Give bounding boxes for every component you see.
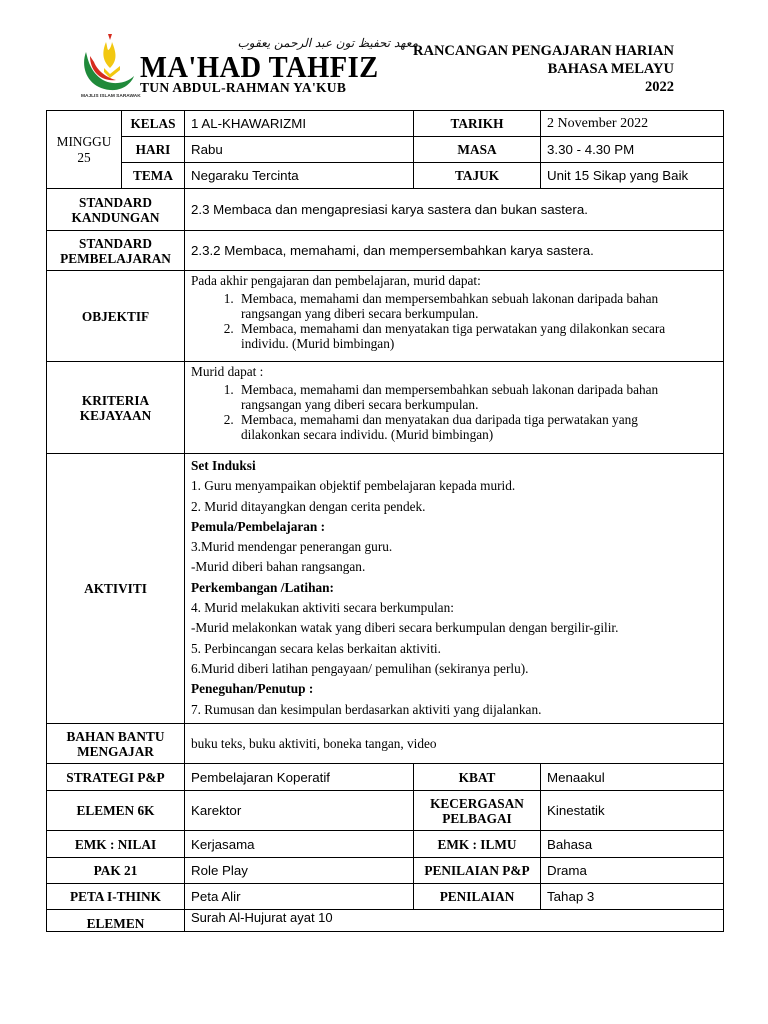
masa-value: 3.30 - 4.30 PM xyxy=(541,137,724,163)
list-item xyxy=(237,412,717,442)
aktiviti-label: AKTIVITI xyxy=(47,454,185,724)
standard-pembelajaran-label-line1: STANDARD xyxy=(79,235,152,251)
pak21-row xyxy=(47,858,724,884)
standard-kandungan-label-line2: KANDUNGAN xyxy=(71,209,160,225)
minggu-cell xyxy=(47,111,122,189)
standard-kandungan-value: 2.3 Membaca dan mengapresiasi karya sastera dan bukan sastera. xyxy=(185,189,724,231)
kelas-label: KELAS xyxy=(122,111,185,137)
objektif-item-1-line1: Membaca, memahami dan mempersembahkan sebuah lakonan daripada bahan xyxy=(241,291,659,306)
council-name: MAJLIS ISLAM SARAWAK xyxy=(81,94,141,99)
aktiviti-line-3: 3.Murid mendengar penerangan guru. xyxy=(191,539,393,555)
aktiviti-heading-perkembangan: Perkembangan /Latihan: xyxy=(191,579,334,595)
standard-kandungan-label-line1: STANDARD xyxy=(79,194,152,210)
emk-nilai-label: EMK : NILAI xyxy=(47,831,185,858)
aktiviti-heading-set-induksi: Set Induksi xyxy=(191,458,256,473)
tarikh-value: 2 November 2022 xyxy=(541,111,724,137)
kelas-value: 1 AL-KHAWARIZMI xyxy=(185,111,414,137)
emk-row xyxy=(47,831,724,858)
hari-label: HARI xyxy=(122,137,185,163)
title-line-2: BAHASA MELAYU xyxy=(547,61,674,77)
minggu-value: 25 xyxy=(77,149,91,165)
kriteria-label-line1: KRITERIA xyxy=(81,392,150,408)
tarikh-label: TARIKH xyxy=(414,111,541,137)
pak21-label: PAK 21 xyxy=(47,858,185,884)
minggu-label: MINGGU xyxy=(56,133,112,149)
info-row-kelas xyxy=(47,111,724,137)
standard-pembelajaran-label-line2: PEMBELAJARAN xyxy=(60,250,171,266)
kriteria-label-line2: KEJAYAAN xyxy=(79,407,152,423)
peta-value: Peta Alir xyxy=(185,884,414,910)
penilaian-label: PENILAIAN xyxy=(414,884,541,910)
bahan-row xyxy=(47,724,724,764)
kriteria-intro: Murid dapat : xyxy=(191,364,264,379)
standard-kandungan-label xyxy=(47,189,185,231)
school-arabic-name: معهد تحفيظ تون عبد الرحمن يعقوب xyxy=(237,36,418,50)
aktiviti-line-4: 4. Murid melakukan aktiviti secara berkumpulan: xyxy=(191,600,454,616)
strategi-row xyxy=(47,764,724,791)
kriteria-label xyxy=(47,362,185,454)
kriteria-list xyxy=(191,382,717,442)
kriteria-item-2-line2: dilakonkan secara individu. (Murid bimbingan) xyxy=(241,427,494,442)
aktiviti-heading-pemula: Pemula/Pembelajaran : xyxy=(191,518,326,534)
list-item xyxy=(237,321,717,351)
objektif-label: OBJEKTIF xyxy=(47,271,185,362)
strategi-value: Pembelajaran Koperatif xyxy=(185,764,414,791)
tema-value: Negaraku Tercinta xyxy=(185,163,414,189)
tema-label: TEMA xyxy=(122,163,185,189)
school-name: MA'HAD TAHFIZ xyxy=(140,49,379,84)
emk-ilmu-value: Bahasa xyxy=(541,831,724,858)
aktiviti-content xyxy=(185,454,724,724)
school-emblem-icon xyxy=(80,32,138,94)
objektif-item-2-line1: Membaca, memahami dan menyatakan tiga perwatakan yang dilakonkan secara xyxy=(241,321,666,336)
standard-pembelajaran-label xyxy=(47,231,185,271)
aktiviti-row xyxy=(47,454,724,724)
list-item xyxy=(237,291,717,321)
title-line-1: RANCANGAN PENGAJARAN HARIAN xyxy=(413,43,674,59)
list-item xyxy=(237,382,717,412)
elemen-row xyxy=(47,910,724,932)
aktiviti-line-2: 2. Murid ditayangkan dengan cerita pendek. xyxy=(191,498,426,514)
standard-kandungan-row xyxy=(47,189,724,231)
kecergasan-value: Kinestatik xyxy=(541,791,724,831)
aktiviti-line-1: 1. Guru menyampaikan objektif pembelajaran kepada murid. xyxy=(191,478,516,494)
peta-label: PETA I-THINK xyxy=(47,884,185,910)
emk-ilmu-label: EMK : ILMU xyxy=(414,831,541,858)
objektif-intro: Pada akhir pengajaran dan pembelajaran, murid dapat: xyxy=(191,273,481,288)
hari-value: Rabu xyxy=(185,137,414,163)
title-line-3: 2022 xyxy=(645,79,674,95)
masa-label: MASA xyxy=(414,137,541,163)
aktiviti-line-7: 7. Rumusan dan kesimpulan berdasarkan aktiviti yang dijalankan. xyxy=(191,701,542,717)
kecergasan-label-line2: PELBAGAI xyxy=(442,810,512,826)
bahan-label-line1: BAHAN BANTU xyxy=(66,728,165,744)
aktiviti-line-6: 6.Murid diberi latihan pengayaan/ pemulihan (sekiranya perlu). xyxy=(191,660,529,676)
bahan-label-line2: MENGAJAR xyxy=(77,743,154,759)
kriteria-item-1-line1: Membaca, memahami dan mempersembahkan sebuah lakonan daripada bahan xyxy=(241,382,659,397)
elemen-value: Surah Al-Hujurat ayat 10 xyxy=(185,910,724,932)
objektif-content xyxy=(185,271,724,362)
aktiviti-line-4b: -Murid melakonkan watak yang diberi secara berkumpulan dengan bergilir-gilir. xyxy=(191,620,619,636)
elemen-label: ELEMEN xyxy=(47,910,185,932)
objektif-item-1-line2: rangsangan yang diberi secara berkumpulan. xyxy=(241,306,479,321)
school-subtitle: TUN ABDUL-RAHMAN YA'KUB xyxy=(140,80,347,95)
kriteria-row xyxy=(47,362,724,454)
aktiviti-line-3b: -Murid diberi bahan rangsangan. xyxy=(191,559,366,575)
kriteria-content xyxy=(185,362,724,454)
strategi-label: STRATEGI P&P xyxy=(47,764,185,791)
school-logo-block xyxy=(80,32,418,99)
standard-pembelajaran-row xyxy=(47,231,724,271)
kecergasan-label xyxy=(414,791,541,831)
elemen6k-label: ELEMEN 6K xyxy=(47,791,185,831)
penilaian-pp-value: Drama xyxy=(541,858,724,884)
tajuk-label: TAJUK xyxy=(414,163,541,189)
aktiviti-heading-peneguhan: Peneguhan/Penutup : xyxy=(191,681,314,697)
standard-pembelajaran-value: 2.3.2 Membaca, memahami, dan mempersembahkan karya sastera. xyxy=(185,231,724,271)
pak21-value: Role Play xyxy=(185,858,414,884)
document-title xyxy=(413,42,674,96)
kecergasan-label-line1: KECERGASAN xyxy=(430,795,524,811)
info-row-hari xyxy=(47,137,724,163)
kriteria-item-2-line1: Membaca, memahami dan menyatakan dua daripada tiga perwatakan yang xyxy=(241,412,638,427)
penilaian-value: Tahap 3 xyxy=(541,884,724,910)
bahan-label xyxy=(47,724,185,764)
bahan-value: buku teks, buku aktiviti, boneka tangan, video xyxy=(185,724,724,764)
elemen6k-value: Karektor xyxy=(185,791,414,831)
lesson-plan-table xyxy=(46,110,724,932)
tajuk-value: Unit 15 Sikap yang Baik xyxy=(541,163,724,189)
elemen6k-row xyxy=(47,791,724,831)
objektif-item-2-line2: individu. (Murid bimbingan) xyxy=(241,336,395,351)
info-row-tema xyxy=(47,163,724,189)
aktiviti-line-5: 5. Perbincangan secara kelas berkaitan aktiviti. xyxy=(191,640,441,656)
kbat-value: Menaakul xyxy=(541,764,724,791)
kbat-label: KBAT xyxy=(414,764,541,791)
penilaian-pp-label: PENILAIAN P&P xyxy=(414,858,541,884)
objektif-row xyxy=(47,271,724,362)
kriteria-item-1-line2: rangsangan yang diberi secara berkumpulan. xyxy=(241,397,479,412)
peta-row xyxy=(47,884,724,910)
emk-nilai-value: Kerjasama xyxy=(185,831,414,858)
objektif-list xyxy=(191,291,717,351)
